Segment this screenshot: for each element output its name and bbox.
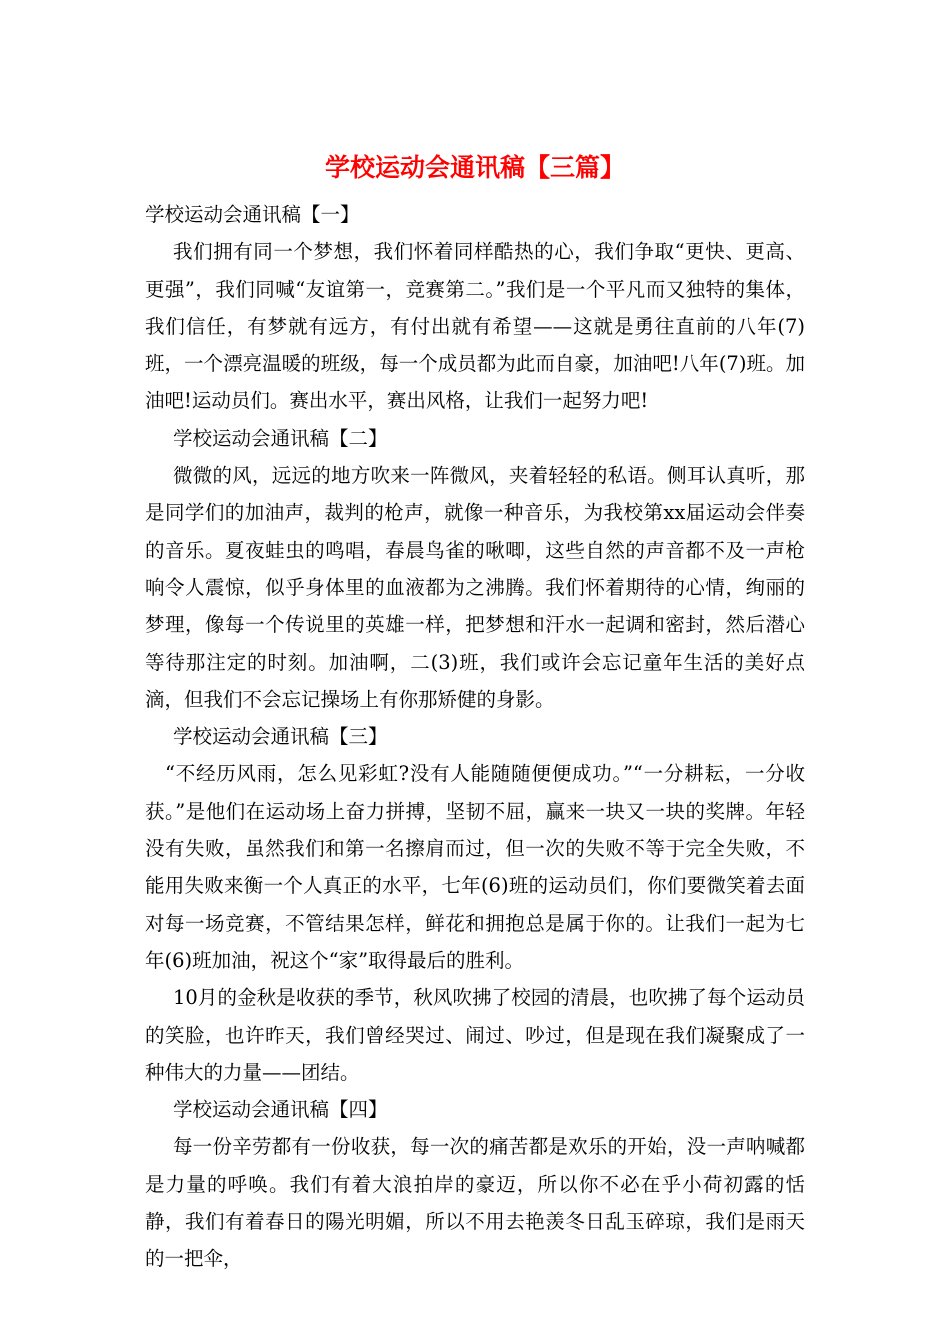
document-title: 学校运动会通讯稿【三篇】 [324, 153, 625, 182]
paragraph-2: 微微的风，远远的地方吹来一阵微风，夹着轻轻的私语。侧耳认真听，那是同学们的加油声，裁判的枪声，就像一种音乐，为我校第xx届运动会伴奏的音乐。夏夜蛙虫的鸣唱，春晨鸟雀的啾唧，这些自然的声音都不及一声枪响令人震惊，似乎身体里的血液都为之沸腾。我们怀着期待的心情，绚丽的梦理，像每一个传说里的英雄一样，把梦想和汗水一起调和密封，然后潜心等待那注定的时刻。加油啊，二(3)班，我们或许会忘记童年生活的美好点滴，但我们不会忘记操场上有你那矫健的身影。 [145, 464, 805, 711]
paragraph-5: 每一份辛劳都有一份收获，每一次的痛苦都是欢乐的开始，没一声呐喊都是力量的呼唤。我们有着大浪拍岸的豪迈，所以你不必在乎小荷初露的恬静，我们有着春日的陽光明媚，所以不用去艳羡冬日乱玉碎琼，我们是雨天的一把伞， [145, 1135, 805, 1271]
section-heading-1: 学校运动会通讯稿【一】 [145, 203, 360, 226]
section-heading-3: 学校运动会通讯稿【三】 [173, 725, 388, 749]
paragraph-4: 10月的金秋是收获的季节，秋风吹拂了校园的清晨，也吹拂了每个运动员的笑脸，也许昨天，我们曾经哭过、闹过、吵过，但是现在我们凝聚成了一种伟大的力量——团结。 [145, 986, 805, 1084]
document-body [145, 196, 805, 1278]
section-heading-4: 学校运动会通讯稿【四】 [173, 1098, 388, 1122]
paragraph-1: 我们拥有同一个梦想，我们怀着同样酷热的心，我们争取“更快、更高、更强”，我们同喊“友谊第一，竞赛第二。”我们是一个平凡而又独特的集体，我们信任，有梦就有远方，有付出就有希望——这就是勇往直前的八年(7)班，一个漂亮温暖的班级，每一个成员都为此而自豪，加油吧!八年(7)班。加油吧!运动员们。赛出水平，赛出风格，让我们一起努力吧! [145, 240, 805, 413]
paragraph-3: “不经历风雨，怎么见彩虹?没有人能随随便便成功。”“一分耕耘，一分收获。”是他们在运动场上奋力拼搏，坚韧不屈，赢来一块又一块的奖牌。年轻没有失败，虽然我们和第一名擦肩而过，但一次的失败不等于完全失败，不能用失败来衡一个人真正的水平，七年(6)班的运动员们，你们要微笑着去面对每一场竞赛，不管结果怎样，鲜花和拥抱总是属于你的。让我们一起为七年(6)班加油，祝这个“家”取得最后的胜利。 [145, 762, 805, 972]
section-heading-2: 学校运动会通讯稿【二】 [173, 426, 388, 450]
